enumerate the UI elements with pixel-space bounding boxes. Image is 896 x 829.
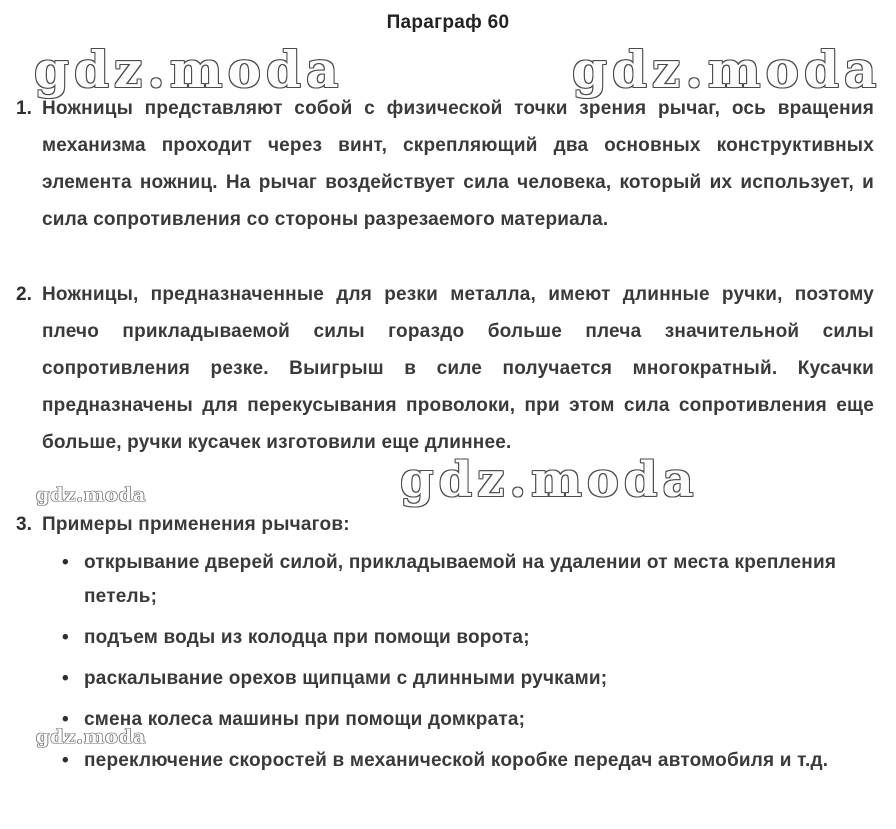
item-number: 1.: [16, 98, 32, 119]
watermark-small-bottom: gdz.moda: [36, 726, 147, 748]
page-title: Параграф 60: [386, 12, 510, 33]
list-item: • смена колеса машины при помощи домкрата;: [58, 703, 866, 737]
item-text: Примеры применения рычагов:: [42, 514, 350, 535]
watermark-small-middle: gdz.moda: [36, 484, 147, 506]
watermark-top-right: gdz.moda: [572, 40, 882, 99]
watermark-middle: gdz.moda: [400, 452, 699, 508]
list-item: • открывание дверей силой, прикладываемой на удалении от места крепления петель;: [58, 546, 866, 614]
item-text: Ножницы, предназначенные для резки металла, имеют длинные ручки, поэтому плечо прикладываемой силы гораздо больше плеча значительной силы сопротивления резке. Выигрыш в силе получается многократный. Кусачки предназначены для перекусывания проволоки, при этом сила сопротивления еще больше, ручки кусачек изготовили еще длиннее.: [42, 284, 874, 453]
answer-item-2: [16, 276, 874, 461]
watermark-top-left: gdz.moda: [34, 40, 344, 99]
answer-item-1: [16, 90, 874, 238]
item-number: 3.: [16, 514, 32, 535]
examples-list: [58, 546, 866, 785]
answer-item-3: [16, 506, 874, 543]
item-text: Ножницы представляют собой с физической точки зрения рычаг, ось вращения механизма проходит через винт, скрепляющий два основных конструктивных элемента ножниц. На рычаг воздействует сила человека, который их использует, и сила сопротивления со стороны разрезаемого материала.: [42, 98, 874, 230]
list-item: • подъем воды из колодца при помощи ворота;: [58, 621, 866, 655]
item-number: 2.: [16, 284, 32, 305]
list-item: • раскалывание орехов щипцами с длинными ручками;: [58, 662, 866, 696]
list-item: • переключение скоростей в механической коробке передач автомобиля и т.д.: [58, 744, 866, 778]
